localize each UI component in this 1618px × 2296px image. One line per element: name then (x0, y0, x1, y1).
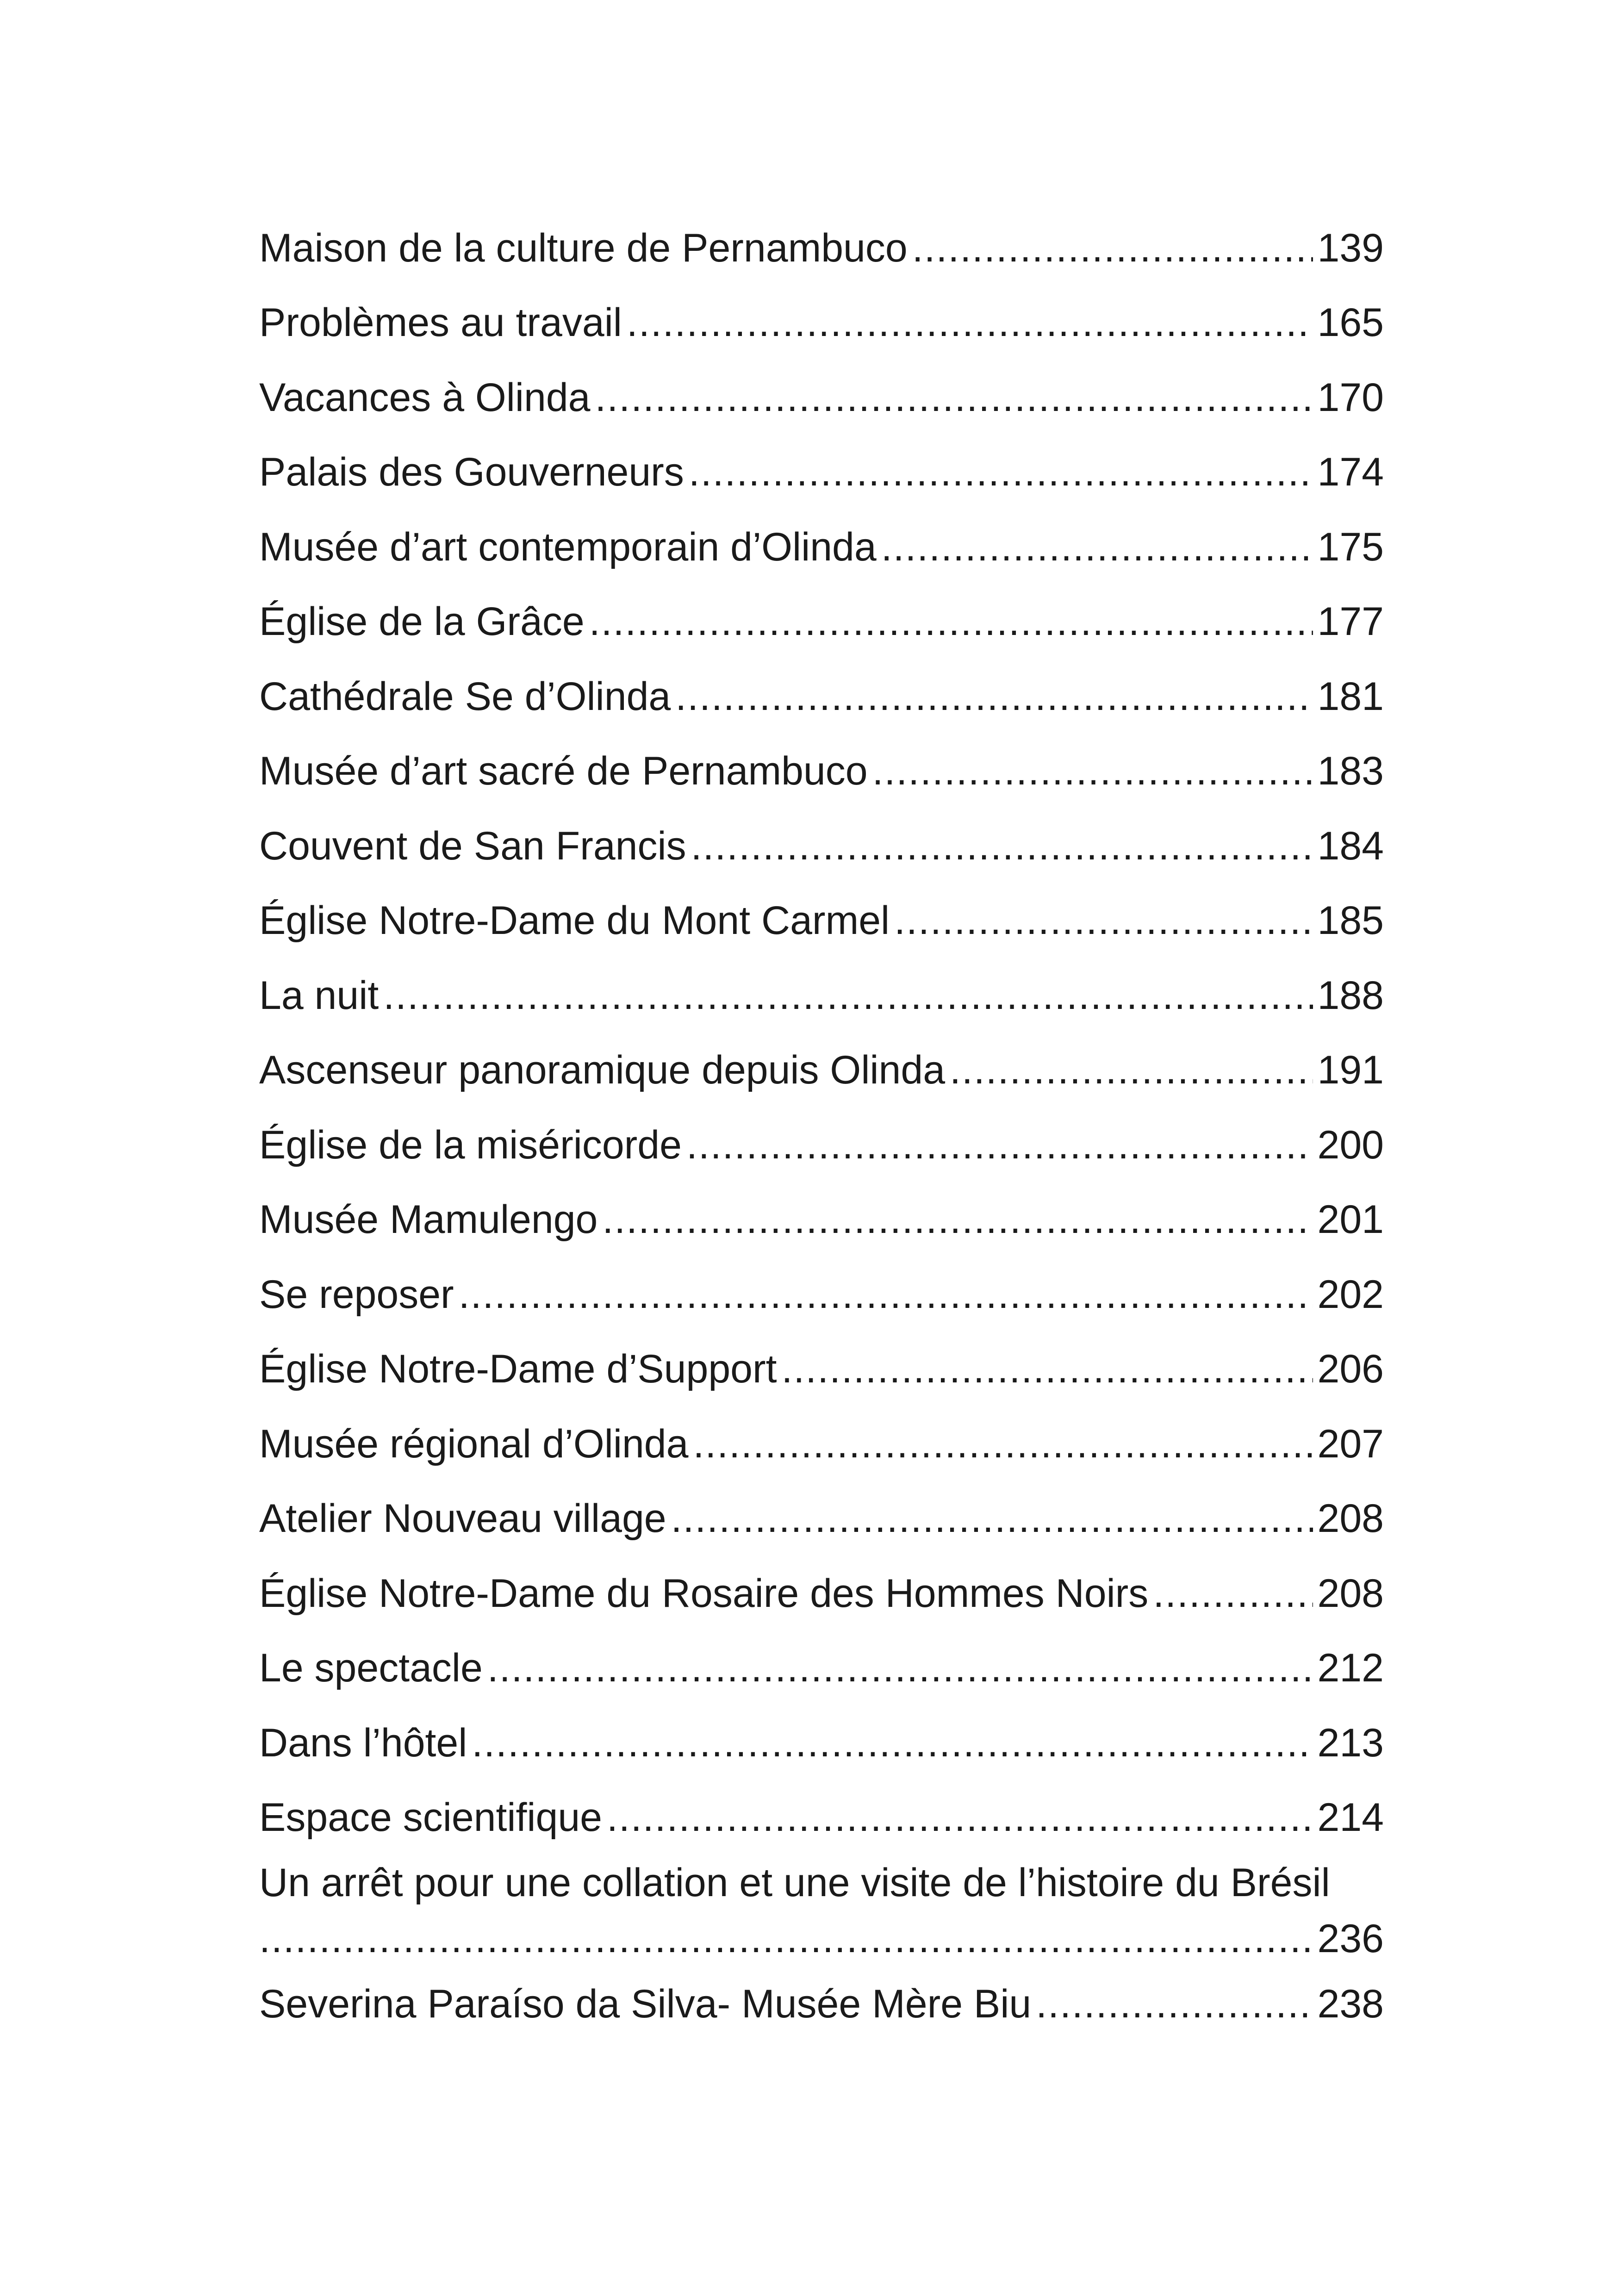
toc-entry[interactable] (259, 1855, 1384, 1966)
toc-entry-title: Se reposer (259, 1272, 454, 1317)
toc-entry-page: 174 (1317, 450, 1384, 495)
toc-entry-page: 188 (1317, 973, 1384, 1018)
dot-leader (675, 677, 1313, 716)
dot-leader (894, 901, 1313, 940)
toc-entry-title: Musée d’art sacré de Pernambuco (259, 749, 868, 794)
dot-leader (589, 602, 1313, 641)
dot-leader (691, 826, 1313, 866)
toc-entry[interactable] (259, 211, 1384, 286)
toc-entry-title: Palais des Gouverneurs (259, 450, 684, 495)
toc-entry-page: 207 (1317, 1421, 1384, 1466)
toc-entry-title: Couvent de San Francis (259, 823, 686, 868)
toc-entry-title: Église de la miséricorde (259, 1122, 682, 1167)
toc-entry-page: 177 (1317, 599, 1384, 644)
toc-entry-page: 184 (1317, 823, 1384, 868)
toc-entry-page: 170 (1317, 375, 1384, 420)
toc-entry[interactable] (259, 1966, 1384, 2041)
dot-leader (689, 452, 1313, 492)
dot-leader (950, 1050, 1313, 1090)
dot-leader (259, 1919, 1313, 1959)
toc-entry-title: Cathédrale Se d’Olinda (259, 674, 671, 719)
toc-entry[interactable] (259, 659, 1384, 734)
dot-leader (459, 1275, 1313, 1314)
toc-entry[interactable] (259, 1556, 1384, 1631)
toc-entry[interactable] (259, 1406, 1384, 1481)
toc-entry[interactable] (259, 1780, 1384, 1855)
toc-entry[interactable] (259, 809, 1384, 884)
dot-leader (627, 303, 1313, 342)
dot-leader (912, 228, 1313, 268)
toc-entry[interactable] (259, 1257, 1384, 1332)
toc-entry-page: 181 (1317, 674, 1384, 719)
toc-entry[interactable] (259, 734, 1384, 809)
toc-entry-title: Atelier Nouveau village (259, 1496, 666, 1541)
toc-entry-page: 200 (1317, 1122, 1384, 1167)
toc-entry-page: 208 (1317, 1496, 1384, 1541)
toc-entry-title: Dans l’hôtel (259, 1720, 467, 1765)
dot-leader (1036, 1984, 1313, 2024)
toc-entry-title: Église Notre-Dame du Mont Carmel (259, 898, 890, 943)
toc-entry[interactable] (259, 1108, 1384, 1182)
toc-entry-page: 214 (1317, 1795, 1384, 1840)
toc-entry-page: 202 (1317, 1272, 1384, 1317)
toc-entry-title: Problèmes au travail (259, 300, 622, 345)
toc-entry-title: La nuit (259, 973, 379, 1018)
toc-entry-page: 213 (1317, 1720, 1384, 1765)
dot-leader (872, 751, 1313, 791)
toc-entry-leader-line (259, 1910, 1384, 1966)
toc-entry-page: 183 (1317, 749, 1384, 794)
toc-entry-page: 236 (1317, 1916, 1384, 1961)
toc-entry[interactable] (259, 1182, 1384, 1257)
toc-entry-page: 175 (1317, 524, 1384, 569)
toc-entry-title: Un arrêt pour une collation et une visite de l’histoire du Brésil (259, 1860, 1330, 1905)
dot-leader (487, 1648, 1313, 1688)
toc-entry-title: Espace scientifique (259, 1795, 602, 1840)
toc-entry-title: Le spectacle (259, 1646, 483, 1691)
toc-entry-title: Église Notre-Dame du Rosaire des Hommes Noirs (259, 1571, 1149, 1616)
dot-leader (383, 976, 1313, 1015)
toc-entry[interactable] (259, 286, 1384, 361)
toc-entry-page: 238 (1317, 1981, 1384, 2026)
toc-entry-page: 139 (1317, 225, 1384, 270)
toc-entry-title: Musée d’art contemporain d’Olinda (259, 524, 877, 569)
toc-entry-page: 165 (1317, 300, 1384, 345)
dot-leader (693, 1424, 1313, 1464)
dot-leader (472, 1723, 1313, 1763)
dot-leader (881, 527, 1313, 567)
dot-leader (671, 1499, 1313, 1538)
toc-entry-title: Severina Paraíso da Silva- Musée Mère Biu (259, 1981, 1032, 2026)
toc-entry-title: Vacances à Olinda (259, 375, 591, 420)
dot-leader (595, 378, 1313, 417)
toc-entry-page: 208 (1317, 1571, 1384, 1616)
toc-entry-page: 185 (1317, 898, 1384, 943)
toc-entry[interactable] (259, 958, 1384, 1033)
dot-leader (1153, 1574, 1313, 1613)
toc-entry[interactable] (259, 1481, 1384, 1556)
dot-leader (782, 1349, 1313, 1389)
dot-leader (686, 1125, 1313, 1165)
dot-leader (602, 1200, 1313, 1239)
toc-entry-title: Musée Mamulengo (259, 1197, 598, 1242)
toc-entry[interactable] (259, 435, 1384, 510)
toc-entry[interactable] (259, 1631, 1384, 1706)
toc-entry-title: Église de la Grâce (259, 599, 585, 644)
toc-entry[interactable] (259, 884, 1384, 958)
toc-entry[interactable] (259, 1332, 1384, 1407)
toc-entry-title: Maison de la culture de Pernambuco (259, 225, 908, 270)
table-of-contents (259, 211, 1384, 2041)
toc-entry[interactable] (259, 360, 1384, 435)
toc-entry[interactable] (259, 510, 1384, 585)
toc-entry-title: Musée régional d’Olinda (259, 1421, 689, 1466)
toc-entry-title: Église Notre-Dame d’Support (259, 1347, 777, 1392)
toc-entry-page: 201 (1317, 1197, 1384, 1242)
toc-entry-page: 212 (1317, 1646, 1384, 1691)
toc-entry[interactable] (259, 585, 1384, 660)
toc-entry-title: Ascenseur panoramique depuis Olinda (259, 1048, 946, 1093)
toc-entry[interactable] (259, 1705, 1384, 1780)
toc-entry-page: 191 (1317, 1048, 1384, 1093)
toc-entry[interactable] (259, 1033, 1384, 1108)
toc-entry-page: 206 (1317, 1347, 1384, 1392)
dot-leader (607, 1798, 1313, 1837)
